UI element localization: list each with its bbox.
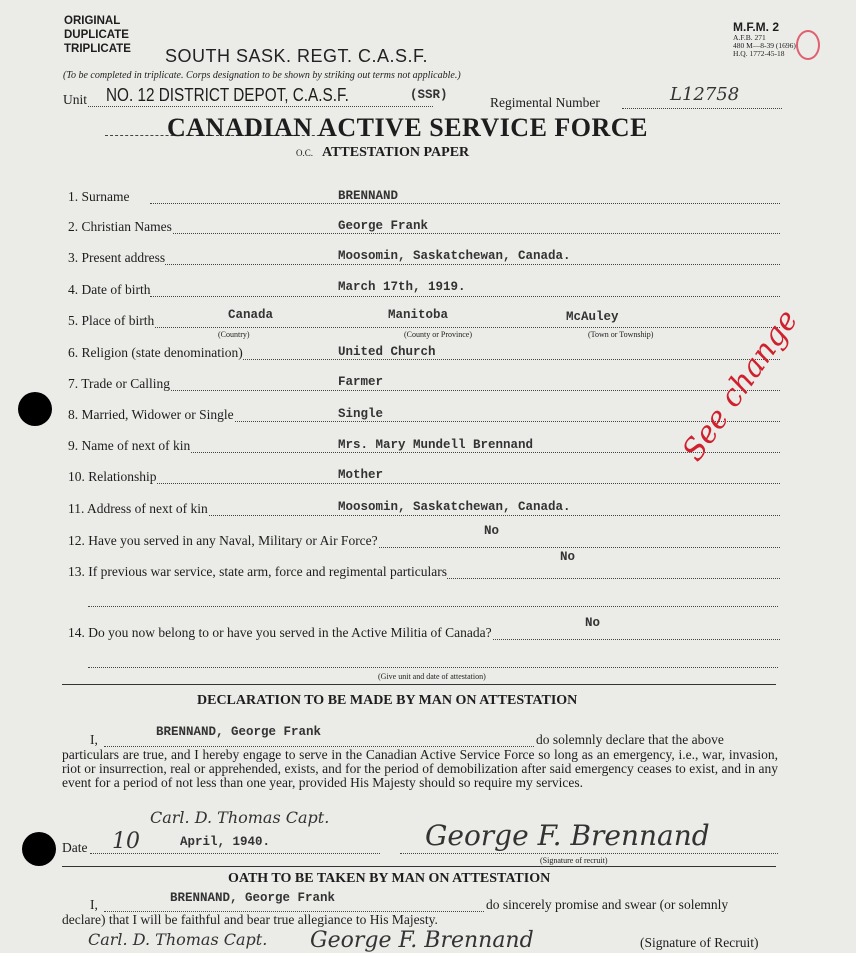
form-line: 480 M—8-39 (1696) [733,41,796,50]
oc-mark: O.C. [296,148,314,158]
field-dotted-line [150,264,780,265]
unit-label: Unit [63,92,88,107]
caption-province: (County or Province) [404,330,472,339]
declaration-name: BRENNAND, George Frank [156,725,322,739]
declaration-tail: do solemnly declare that the above [536,732,724,747]
field-value: No [560,550,576,564]
copy-original: ORIGINAL [64,15,121,27]
caption-country: (Country) [218,330,250,339]
recruit-signature: George F. Brennand [425,819,710,852]
punch-hole [22,832,56,866]
copy-triplicate: TRIPLICATE [64,43,131,55]
field-value: Single [338,407,384,421]
unit-value: NO. 12 DISTRICT DEPOT, C.A.S.F. [106,85,349,105]
red-circle-mark [796,30,820,60]
oath-heading: OATH TO BE TAKEN BY MAN ON ATTESTATION [228,871,551,886]
signature-caption: (Signature of recruit) [540,856,608,865]
field-label: 14. Do you now belong to or have you served in the Active Militia of Canada? [68,625,492,640]
field-dotted-line [150,390,780,391]
regimental-number-value: L12758 [670,84,740,105]
field-label: 1. Surname [68,189,130,204]
field-value: No [585,616,601,630]
field-value: Moosomin, Saskatchewan, Canada. [338,500,571,514]
page-title: CANADIAN ACTIVE SERVICE FORCE [167,113,648,142]
field-label: 4. Date of birth [68,282,151,297]
red-annotation: See change [675,303,806,468]
copy-duplicate: DUPLICATE [64,29,129,41]
oath-i: I, [90,897,98,912]
field-value: Farmer [338,375,384,389]
birth-country: Canada [228,308,274,322]
field-dotted-line [150,421,780,422]
unit-caption: (Give unit and date of attestation) [378,672,486,681]
field-label: 12. Have you served in any Naval, Military or Air Force? [68,533,378,548]
declaration-heading: DECLARATION TO BE MADE BY MAN ON ATTESTATION [197,693,578,708]
form-lines [733,34,796,58]
field-dotted-line [150,203,780,204]
field-dotted-line [150,515,780,516]
oath-body: declare) that I will be faithful and bear true allegiance to His Majesty. [62,912,438,927]
oath-recruit-signature: George F. Brennand [310,928,534,953]
field-dotted-line [150,483,780,484]
oath-tail: do sincerely promise and swear (or solemnly [486,897,729,912]
field-value: Moosomin, Saskatchewan, Canada. [338,249,571,263]
field-label: 5. Place of birth [68,313,155,328]
birth-province: Manitoba [388,308,449,322]
date-value: April, 1940. [180,835,271,849]
birth-town: McAuley [566,310,619,324]
caption-town: (Town or Township) [588,330,654,339]
instructions: (To be completed in triplicate. Corps designation to be shown by striking out terms not applicable.) [63,70,461,81]
page-subtitle: ATTESTATION PAPER [322,145,470,160]
copy-designations [64,14,131,56]
field-label: 9. Name of next of kin [68,438,191,453]
field-label: 10. Relationship [68,469,157,484]
date-label: Date [62,840,88,855]
regimental-number-label: Regimental Number [490,95,600,110]
field-label: 8. Married, Widower or Single [68,407,234,422]
declaration-body: particulars are true, and I hereby engage to serve in the Canadian Active Service Force so long as an emergency, i.e., war, invasion, riot or insurrection, real or apprehended, exists, and for the period of demobilization after said emergency ceases to exist, and in any event for a period of not less than one year, provided His Majesty should so require my services. [62,747,778,790]
form-code: M.F.M. 2 [733,20,780,34]
field-value: George Frank [338,219,429,233]
field-value: March 17th, 1919. [338,280,466,294]
field-label: 3. Present address [68,250,166,265]
oath-signature-caption: (Signature of Recruit) [640,935,759,950]
field-label: 13. If previous war service, state arm, force and regimental particulars [68,564,447,579]
field-value: No [484,524,500,538]
oath-witness-signature: Carl. D. Thomas Capt. [88,930,268,949]
declaration-i: I, [90,732,98,747]
field-value: Mrs. Mary Mundell Brennand [338,438,534,452]
field-label: 2. Christian Names [68,219,172,234]
field-label: 6. Religion (state denomination) [68,345,243,360]
field-dotted-line [150,327,780,328]
form-line: H.Q. 1772-45-18 [733,49,785,58]
field-value: Mother [338,468,384,482]
field-dotted-line [150,359,780,360]
field-dotted-line [150,296,780,297]
unit-suffix: (SSR) [410,88,448,102]
declaration-witness-signature: Carl. D. Thomas Capt. [150,808,330,827]
field-value: BRENNAND [338,189,399,203]
field-value: United Church [338,345,436,359]
regiment-stamp: SOUTH SASK. REGT. C.A.S.F. [165,46,429,66]
oath-name: BRENNAND, George Frank [170,891,336,905]
form-line: A.F.B. 271 [733,33,766,42]
punch-hole [18,392,52,426]
date-day: 10 [112,829,140,854]
field-dotted-line [150,233,780,234]
field-label: 11. Address of next of kin [68,501,208,516]
field-label: 7. Trade or Calling [68,376,171,391]
